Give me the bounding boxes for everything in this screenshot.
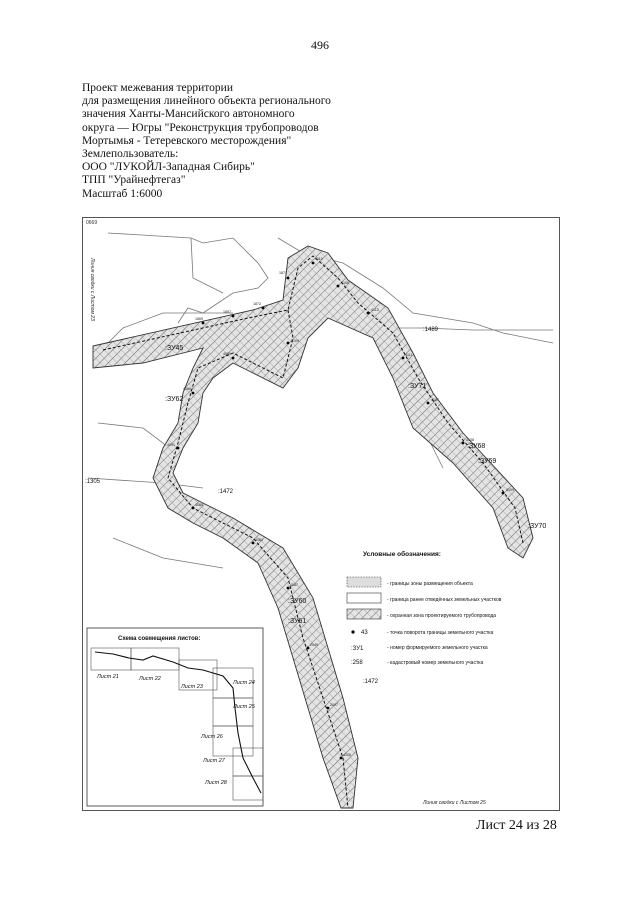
legend-point-label: 43 [361,630,368,636]
point-label: 1871 [279,271,287,275]
header-line: округа — Югры "Реконструкция трубопроводов [82,121,319,134]
cadastral-label: :1472 [218,489,234,495]
sheet-overview [87,628,263,806]
point-label: 2109 [291,339,299,343]
survey-map [82,217,560,811]
legend-symbol-hatch [347,609,381,619]
point-label: 4085 [195,503,203,507]
sheet-counter: Лист 24 из 28 [476,818,557,833]
legend-item-text: - номер формируемого земельного участка [387,645,488,651]
page-number: 496 [311,38,329,52]
parcel-label: :ЗУ68 [467,443,486,450]
point-label: 4107 [431,398,439,402]
header-line: значения Ханты-Мансийского автономного [82,108,295,121]
document-header [82,82,382,201]
header-line: Проект межевания территории [82,82,233,94]
overview-sheet-label: Лист 25 [233,704,255,710]
legend-item-text: - точка поворота границы земельного участка [387,630,494,636]
overview-sheet-label: Лист 23 [181,684,203,690]
map-drawing [83,218,560,811]
overview-sheet-label: Лист 24 [233,680,255,686]
point-label: 4125 [343,753,351,757]
point-label: 4091 [167,443,175,447]
point-label: 4086 [183,387,191,391]
overview-sheet-label: Лист 21 [97,674,119,680]
header-line: Мортымья - Тетеревского месторождения" [82,134,292,147]
parcel-label: :ЗУ60 [288,598,307,605]
point-label: 1872 [253,302,261,306]
point-label: 4109 [506,488,514,492]
parcel-label: :ЗУ69 [478,458,497,465]
header-line: Землепользователь: [82,148,179,161]
overview-sheet-label: Лист 28 [205,780,227,786]
legend-item-text: - граница ранее отведённых земельных участков [387,597,502,603]
overview-sheet-label: Лист 26 [201,734,223,740]
point-label: 2007 [330,703,338,707]
header-line: ТПП "Урайнефтегаз" [82,174,186,187]
point-label: 1869 [195,317,203,321]
point-label: 4108 [466,438,474,442]
overview-title: Схема совмещения листов: [118,636,201,642]
header-line: Масштаб 1:6000 [82,187,163,200]
legend-parcel-label: :ЗУ1 [351,646,364,652]
point-label: 4087 [290,583,298,587]
cadastral-label: :1305 [85,479,101,485]
legend-symbol-zone [347,577,381,587]
parcel-label: :ЗУ71 [408,383,427,390]
cadastral-label: :1489 [423,327,439,333]
header-line: ООО "ЛУКОЙЛ-Западная Сибирь" [82,161,255,174]
point-label: 4110 [315,257,323,261]
legend [347,550,502,666]
legend-item-text: - кадастровый номер земельного участка [387,660,484,666]
point-label: 4106 [341,281,349,285]
legend-title: Условные обозначения: [363,551,441,558]
bottom-seam-label: Линия сводки с Листом 25 [423,800,486,806]
parcel-label: :ЗУ45 [165,345,184,352]
point-label: 4089 [223,352,231,356]
parcel-label: :ЗУ62 [165,396,184,403]
point-label: 4112 [371,308,379,312]
legend-symbol-rect [347,593,381,603]
legend-cadastral-label: :258 [351,660,363,666]
overview-sheet-label: Лист 27 [203,758,225,764]
point-label: 4111 [405,353,413,357]
header-line: для размещения линейного объекта регионального [82,95,331,108]
parcel-label: :ЗУ70 [528,523,547,530]
point-label: 4081 [255,538,263,542]
overview-sheet-label: Лист 22 [139,676,161,682]
legend-symbol-point [351,630,354,633]
side-seam-label: Линия сводки с Листом 23 [89,258,95,321]
parcel-label: :ЗУ61 [288,618,307,625]
legend-item-text: - границы зоны размещения объекта [387,581,473,587]
corner-label: 0669 [86,220,98,226]
cadastral-label: :1472 [363,679,379,685]
legend-item-text: - охранная зона проектируемого трубопровода [387,613,497,619]
point-label: 1897 [223,310,231,314]
point-label: 2049 [310,643,318,647]
